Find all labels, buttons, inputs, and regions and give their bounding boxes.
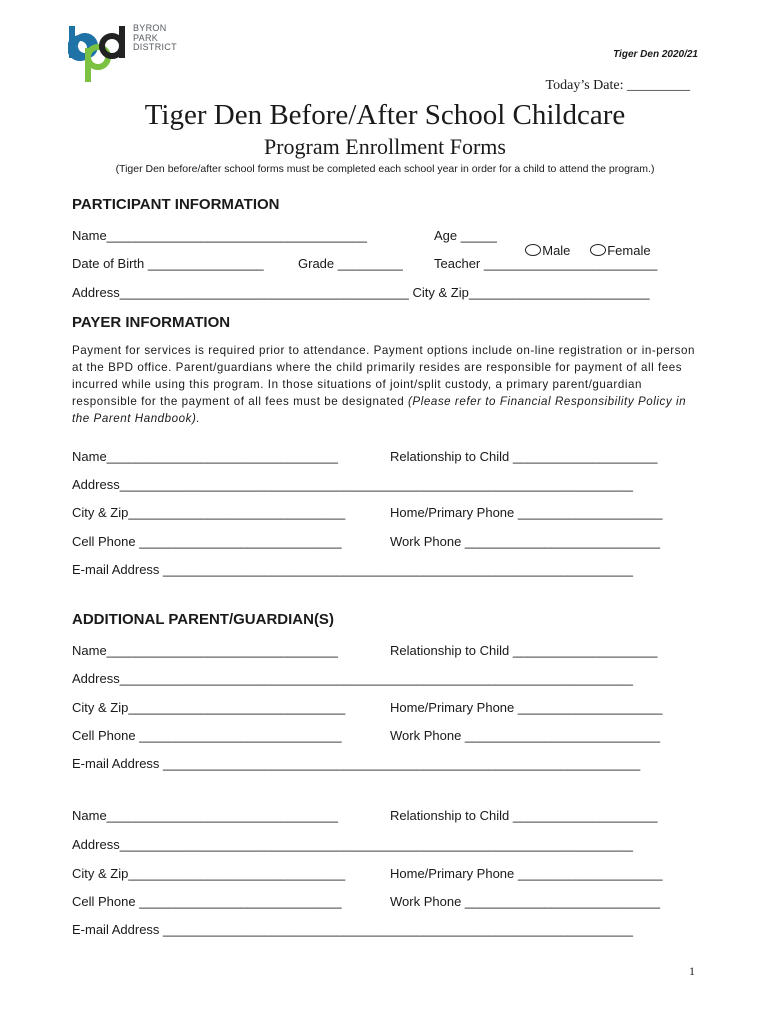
payment-policy-reference: (Please refer to Financial Responsibility Policy in the Parent Handbook). xyxy=(72,395,687,426)
female-label: Female xyxy=(607,243,651,258)
guardian2-name-field[interactable]: Name________________________________ xyxy=(72,808,339,823)
guardian2-address-field[interactable]: Address_______________________________________________________________________ xyxy=(72,837,634,852)
guardian1-relationship-field[interactable]: Relationship to Child ____________________ xyxy=(390,643,658,658)
male-option[interactable] xyxy=(518,228,570,258)
teacher-field[interactable]: Teacher ________________________ xyxy=(434,256,658,271)
payer-email-field[interactable]: E-mail Address _________________________________________________________________ xyxy=(72,562,633,577)
todays-date-field[interactable]: Today’s Date: _________ xyxy=(545,78,690,93)
page-number: 1 xyxy=(689,964,695,978)
guardian1-work-phone-field[interactable]: Work Phone ___________________________ xyxy=(390,728,661,743)
guardian1-city-zip-field[interactable]: City & Zip______________________________ xyxy=(72,700,346,715)
female-radio[interactable] xyxy=(590,244,606,256)
female-option[interactable] xyxy=(583,228,651,258)
payer-address-field[interactable]: Address_______________________________________________________________________ xyxy=(72,477,634,492)
guardian1-address-field[interactable]: Address_______________________________________________________________________ xyxy=(72,671,634,686)
payer-heading: PAYER INFORMATION xyxy=(72,314,231,331)
payer-relationship-field[interactable]: Relationship to Child ____________________ xyxy=(390,449,658,464)
payment-policy-text: Payment for services is required prior to attendance. Payment options include on-line registration or in-person at the BPD office. Parent/guardians where the child primarily resides are responsible for payment of all fees incurred while using this program. In those situations of joint/split custody, a primary parent/guardian responsible for the payment of all fees must be designated xyxy=(72,344,695,409)
male-radio[interactable] xyxy=(525,244,541,256)
guardian1-name-field[interactable]: Name________________________________ xyxy=(72,643,339,658)
guardian2-home-phone-field[interactable]: Home/Primary Phone ____________________ xyxy=(390,866,663,881)
payer-work-phone-field[interactable]: Work Phone ___________________________ xyxy=(390,534,661,549)
payer-cell-phone-field[interactable]: Cell Phone ____________________________ xyxy=(72,534,342,549)
guardian2-city-zip-field[interactable]: City & Zip______________________________ xyxy=(72,866,346,881)
participant-name-field[interactable]: Name____________________________________ xyxy=(72,228,367,243)
guardian2-work-phone-field[interactable]: Work Phone ___________________________ xyxy=(390,894,661,909)
bpd-logo-icon xyxy=(68,24,130,84)
logo-line-1: BYRON xyxy=(133,23,167,33)
participant-age-field[interactable]: Age _____ xyxy=(434,228,497,243)
logo-text xyxy=(133,24,177,53)
bpd-logo xyxy=(68,24,130,89)
additional-guardian-heading: ADDITIONAL PARENT/GUARDIAN(S) xyxy=(72,611,334,628)
payer-city-zip-field[interactable]: City & Zip______________________________ xyxy=(72,505,346,520)
participant-heading: PARTICIPANT INFORMATION xyxy=(72,196,280,213)
date-of-birth-field[interactable]: Date of Birth ________________ xyxy=(72,256,264,271)
form-note: (Tiger Den before/after school forms must be completed each school year in order for a child to attend the program.) xyxy=(115,163,655,175)
guardian1-cell-phone-field[interactable]: Cell Phone ____________________________ xyxy=(72,728,342,743)
guardian1-email-field[interactable]: E-mail Address __________________________________________________________________ xyxy=(72,756,641,771)
guardian1-home-phone-field[interactable]: Home/Primary Phone ____________________ xyxy=(390,700,663,715)
payer-home-phone-field[interactable]: Home/Primary Phone ____________________ xyxy=(390,505,663,520)
guardian2-cell-phone-field[interactable]: Cell Phone ____________________________ xyxy=(72,894,342,909)
payer-name-field[interactable]: Name________________________________ xyxy=(72,449,339,464)
program-year: Tiger Den 2020/21 xyxy=(613,49,698,60)
payment-policy-paragraph xyxy=(72,342,704,427)
page-subtitle: Program Enrollment Forms xyxy=(264,134,506,159)
logo-line-2: PARK xyxy=(133,32,159,43)
participant-address-field[interactable]: Address________________________________________ City & Zip_________________________ xyxy=(72,285,650,300)
male-label: Male xyxy=(542,243,571,258)
guardian2-email-field[interactable]: E-mail Address _________________________________________________________________ xyxy=(72,922,633,937)
grade-field[interactable]: Grade _________ xyxy=(298,256,403,271)
page-title: Tiger Den Before/After School Childcare xyxy=(144,99,626,131)
guardian2-relationship-field[interactable]: Relationship to Child ____________________ xyxy=(390,808,658,823)
logo-line-3: DISTRICT xyxy=(133,42,177,52)
